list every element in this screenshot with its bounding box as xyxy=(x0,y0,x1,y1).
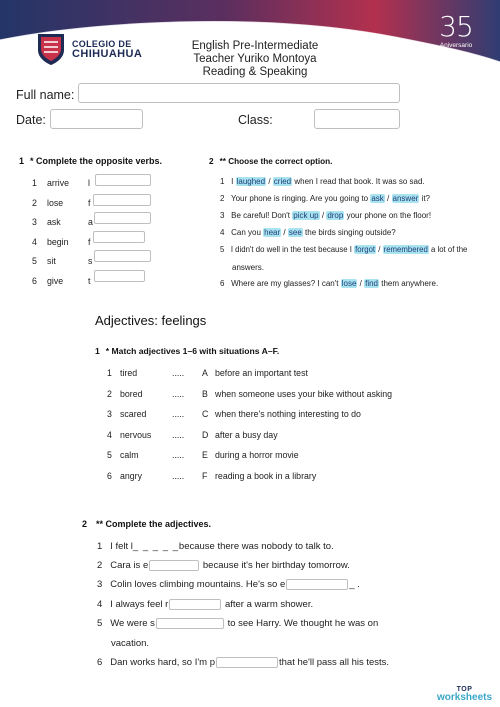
ex2-title-text: ** Choose the correct option. xyxy=(219,157,333,166)
answer-dots[interactable]: ..... xyxy=(172,430,185,440)
anniversary-label: Aniversario xyxy=(439,42,473,49)
answer-dots[interactable]: ..... xyxy=(172,368,185,378)
option-separator: / xyxy=(321,211,325,220)
ex1-item xyxy=(32,178,90,188)
verb-answer-field[interactable] xyxy=(95,174,151,186)
item-number: 3 xyxy=(32,217,37,227)
title-line-2: Teacher Yuriko Montoya xyxy=(193,53,317,65)
option-b[interactable]: cried xyxy=(273,177,292,186)
school-name-line1: COLEGIO DE xyxy=(72,39,132,49)
item-number: 2 xyxy=(32,198,37,208)
footer-line-2: worksheets xyxy=(437,692,493,703)
prefix: f xyxy=(88,198,91,208)
complete-row xyxy=(97,560,350,571)
option-b[interactable]: find xyxy=(365,279,379,288)
sentence-start: I xyxy=(231,177,234,186)
option-separator: / xyxy=(378,245,381,254)
match-row xyxy=(107,409,361,419)
ex2-item xyxy=(220,279,438,288)
anniversary-badge xyxy=(430,12,482,50)
answer-blank-tail: _ xyxy=(349,579,355,591)
ex2-item xyxy=(220,211,431,220)
title-line-3: Reading & Speaking xyxy=(202,66,308,78)
item-number: 4 xyxy=(220,228,225,237)
sentence-end: your phone on the floor! xyxy=(346,211,432,220)
complete-row-continuation: vacation. xyxy=(111,638,150,649)
verb: give xyxy=(47,276,64,286)
sentence-start: Cara is e xyxy=(110,560,149,572)
complete-row xyxy=(97,657,389,668)
answer-blank[interactable] xyxy=(149,560,199,571)
item-number: 5 xyxy=(107,450,112,460)
adjective: calm xyxy=(120,450,139,460)
item-number: 4 xyxy=(107,430,112,440)
verb-answer-field[interactable] xyxy=(94,212,151,224)
adj-ex1-title-text: * Match adjectives 1–6 with situations A–F. xyxy=(105,346,280,356)
item-number: 5 xyxy=(97,618,103,630)
verb-answer-field[interactable] xyxy=(93,194,151,206)
answer-dots[interactable]: ..... xyxy=(172,409,185,419)
prefix: f xyxy=(88,237,91,247)
worksheet-title xyxy=(170,40,340,79)
option-a[interactable]: hear xyxy=(264,228,281,237)
option-separator: / xyxy=(268,177,271,186)
option-a[interactable]: pick up xyxy=(293,211,319,220)
option-b[interactable]: remembered xyxy=(383,245,428,254)
adj-ex2-number: 2 xyxy=(82,519,88,529)
item-number: 4 xyxy=(97,599,103,611)
situation: after a busy day xyxy=(215,430,278,440)
option-a[interactable]: lose xyxy=(341,279,357,288)
answer-blank[interactable] xyxy=(216,657,278,668)
school-logo xyxy=(36,32,142,66)
option-b[interactable]: see xyxy=(288,228,302,237)
prefix: l xyxy=(88,178,90,188)
option-b[interactable]: answer xyxy=(392,194,419,203)
match-row xyxy=(107,430,278,440)
sentence-start: Be careful! Don't xyxy=(231,211,291,220)
match-row xyxy=(107,389,393,399)
option-a[interactable]: laughed xyxy=(236,177,266,186)
item-number: 5 xyxy=(220,245,225,254)
answer-blank[interactable] xyxy=(156,618,224,629)
sentence-end: it? xyxy=(421,194,430,203)
verb-answer-field[interactable] xyxy=(94,250,151,262)
option-separator: / xyxy=(359,279,362,288)
sentence-start: Where are my glasses? I can't xyxy=(231,279,339,288)
option-a[interactable]: forgot xyxy=(355,245,376,254)
item-number: 2 xyxy=(220,194,225,203)
situation-letter: E xyxy=(202,450,208,460)
item-number: 4 xyxy=(32,237,37,247)
sentence-end: because it's her birthday tomorrow. xyxy=(202,560,350,572)
item-number: 6 xyxy=(220,279,225,288)
item-number: 3 xyxy=(220,211,225,220)
footer-line-1: TOP xyxy=(456,686,473,693)
class-label: Class: xyxy=(238,113,273,127)
full-name-label: Full name: xyxy=(16,88,75,102)
ex1-item xyxy=(32,217,93,227)
sentence-start: I didn't do well in the test because I xyxy=(230,245,352,254)
situation: when there's nothing interesting to do xyxy=(215,409,361,419)
adjective: angry xyxy=(120,471,143,481)
item-number: 1 xyxy=(97,541,103,552)
match-row xyxy=(107,450,299,460)
ex1-title-text: * Complete the opposite verbs. xyxy=(30,156,163,166)
verb-answer-field[interactable] xyxy=(93,231,145,243)
answer-blank[interactable] xyxy=(169,599,221,610)
option-a[interactable]: ask xyxy=(371,194,384,203)
adjective: bored xyxy=(120,389,143,399)
sentence-start: I felt l xyxy=(110,541,133,552)
situation: before an important test xyxy=(215,368,308,378)
date-field[interactable] xyxy=(50,109,143,129)
ex2-item xyxy=(220,245,467,254)
item-number: 3 xyxy=(107,409,112,419)
footer-logo xyxy=(437,686,492,703)
option-separator: / xyxy=(387,194,390,203)
ex1-number: 1 xyxy=(19,156,25,166)
item-number: 6 xyxy=(97,657,103,669)
sentence-end: after a warm shower. xyxy=(224,599,314,611)
full-name-field[interactable] xyxy=(78,83,400,103)
verb: ask xyxy=(47,217,61,227)
adj-ex2-title xyxy=(82,519,211,529)
sentence-start: Colin loves climbing mountains. He's so e xyxy=(110,579,286,591)
ex1-item xyxy=(32,198,91,208)
sentence-end: the birds singing outside? xyxy=(305,228,396,237)
prefix: a xyxy=(88,217,93,227)
sentence-start: I always feel r xyxy=(110,599,169,611)
situation-letter: D xyxy=(202,430,209,440)
option-b[interactable]: drop xyxy=(327,211,344,220)
option-separator: / xyxy=(283,228,286,237)
item-number: 6 xyxy=(107,471,112,481)
verb: sit xyxy=(47,256,56,266)
situation: reading a book in a library xyxy=(215,471,317,481)
class-field[interactable] xyxy=(314,109,400,129)
sentence-end: that he'll pass all his tests. xyxy=(279,657,390,669)
item-number: 2 xyxy=(107,389,112,399)
item-number: 1 xyxy=(107,368,112,378)
sentence-end: them anywhere. xyxy=(381,279,439,288)
sentence-end: because there was nobody to talk to. xyxy=(178,541,334,552)
situation-letter: F xyxy=(202,471,208,481)
item-number: 1 xyxy=(32,178,37,188)
complete-row xyxy=(97,618,378,629)
answer-blank[interactable]: _ _ _ _ _ xyxy=(132,541,179,552)
sentence-end: to see Harry. We thought he was on xyxy=(227,618,379,630)
situation-letter: B xyxy=(202,389,208,399)
item-number: 1 xyxy=(220,177,225,186)
match-row xyxy=(107,471,317,481)
school-name-line2: CHIHUAHUA xyxy=(72,48,143,60)
complete-row xyxy=(97,579,360,590)
verb: lose xyxy=(47,198,64,208)
adj-ex2-title-text: ** Complete the adjectives. xyxy=(96,519,212,529)
sentence-start: We were s xyxy=(110,618,155,630)
ex2-item xyxy=(220,194,430,203)
anniversary-number: 35 xyxy=(439,10,473,43)
adj-ex1-title xyxy=(95,346,279,356)
verb-answer-field[interactable] xyxy=(94,270,145,282)
sentence-end: . xyxy=(357,579,360,591)
item-number: 2 xyxy=(97,560,103,572)
ex2-item xyxy=(220,228,396,237)
answer-dots[interactable]: ..... xyxy=(172,471,185,481)
item-number: 5 xyxy=(32,256,37,266)
adjective: scared xyxy=(120,409,147,419)
answer-dots[interactable]: ..... xyxy=(172,389,185,399)
item-number: 3 xyxy=(97,579,103,591)
ex1-title xyxy=(19,156,162,166)
verb: begin xyxy=(47,237,69,247)
adjectives-heading: Adjectives: feelings xyxy=(95,313,207,328)
sentence-start: Dan works hard, so I'm p xyxy=(110,657,215,669)
sentence-start: Can you xyxy=(231,228,261,237)
sentence-start: Your phone is ringing. Are you going to xyxy=(230,194,369,203)
ex2-item xyxy=(220,177,425,186)
adjective: nervous xyxy=(120,430,152,440)
item-number: 6 xyxy=(32,276,37,286)
situation-letter: A xyxy=(202,368,208,378)
ex1-item xyxy=(32,237,91,247)
ex1-item xyxy=(32,276,91,286)
answer-blank[interactable] xyxy=(286,579,348,590)
ex1-item xyxy=(32,256,93,266)
situation-letter: C xyxy=(202,409,209,419)
prefix: s xyxy=(88,256,93,266)
adjective: tired xyxy=(120,368,138,378)
match-row xyxy=(107,368,308,378)
sentence-end: when I read that book. It was so sad. xyxy=(294,177,425,186)
adj-ex1-number: 1 xyxy=(95,346,100,356)
shield-logo-icon xyxy=(36,32,66,66)
date-label: Date: xyxy=(16,113,46,127)
verb: arrive xyxy=(47,178,69,188)
ex2-title xyxy=(209,157,332,166)
ex2-item-continuation: answers. xyxy=(232,263,265,272)
ex2-number: 2 xyxy=(209,157,214,166)
prefix: t xyxy=(88,276,91,286)
complete-row xyxy=(97,541,334,552)
answer-dots[interactable]: ..... xyxy=(172,450,185,460)
complete-row xyxy=(97,599,313,610)
sentence-end: a lot of the xyxy=(430,245,468,254)
title-line-1: English Pre-Intermediate xyxy=(191,40,319,52)
situation: when someone uses your bike without asking xyxy=(215,389,393,399)
situation: during a horror movie xyxy=(215,450,299,460)
